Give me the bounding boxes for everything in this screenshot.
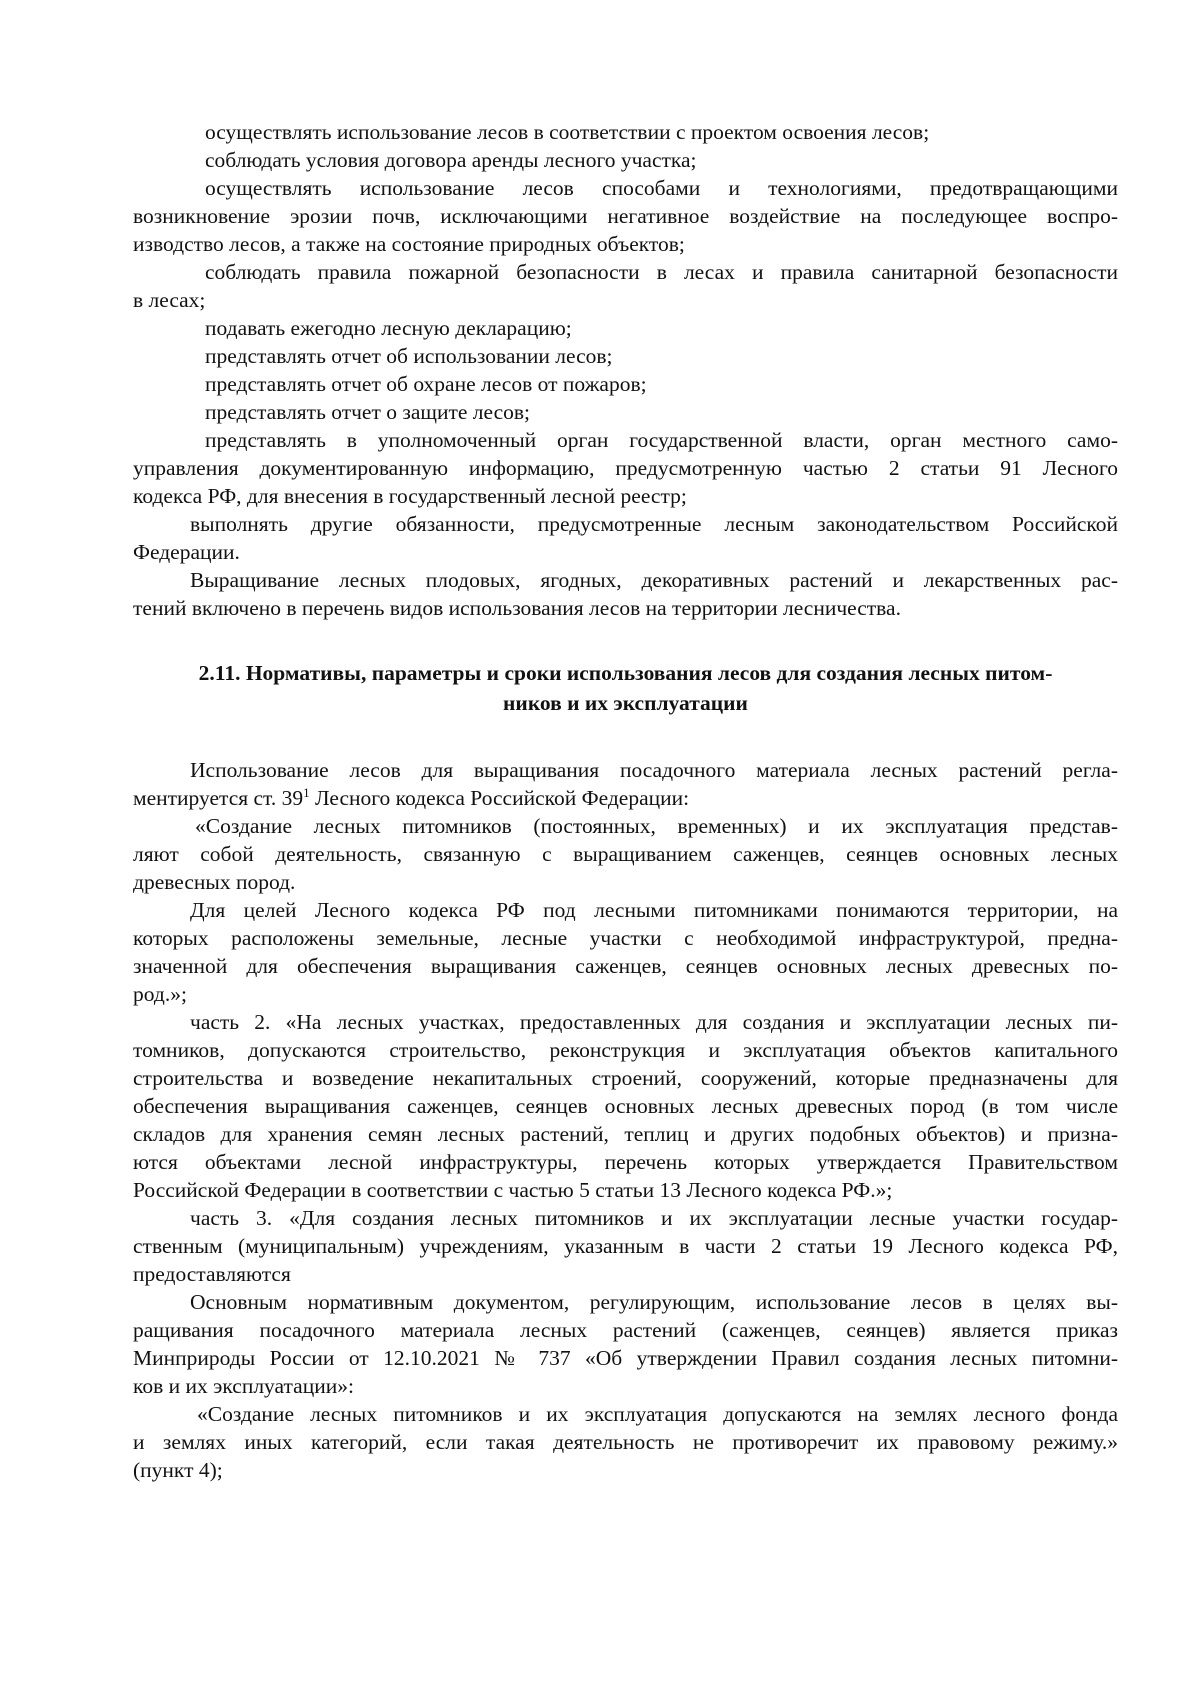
paragraph	[133, 1400, 1118, 1484]
paragraph-line: которых расположены земельные, лесные участки с необходимой инфраструктурой, предна-	[133, 926, 1118, 950]
paragraph-line: древесных пород.	[133, 870, 296, 894]
paragraph-line: выполнять другие обязанности, предусмотренные лесным законодательством Российской	[190, 512, 1118, 536]
paragraph	[133, 118, 1118, 146]
paragraph-line: ляют собой деятельность, связанную с выращиванием саженцев, сеянцев основных лесных	[133, 842, 1118, 866]
paragraph	[133, 756, 1118, 812]
paragraph-line: соблюдать условия договора аренды лесного участка;	[205, 148, 697, 172]
paragraph-line: возникновение эрозии почв, исключающими негативное воздействие на последующее воспро-	[133, 204, 1118, 228]
paragraph-line: Минприроды России от 12.10.2021 № 737 «Об утверждении Правил создания лесных питомни-	[133, 1346, 1118, 1370]
paragraph-line: обеспечения выращивания саженцев, сеянцев основных лесных древесных пород (в том числе	[133, 1094, 1118, 1118]
paragraph	[133, 510, 1118, 566]
paragraph	[133, 812, 1118, 896]
paragraph-line: Для целей Лесного кодекса РФ под лесными питомниками понимаются территории, на	[190, 898, 1118, 922]
paragraph-line: представлять отчет об использовании лесов;	[205, 344, 613, 368]
paragraph-line: тений включено в перечень видов использования лесов на территории лесничества.	[133, 596, 901, 620]
section-heading-line-1: 2.11. Нормативы, параметры и сроки использования лесов для создания лесных питом-	[198, 661, 1053, 685]
paragraph	[133, 314, 1118, 342]
paragraph	[133, 370, 1118, 398]
paragraph-line: осуществлять использование лесов способами и технологиями, предотвращающими	[205, 176, 1118, 200]
section-heading	[133, 658, 1118, 718]
paragraph	[133, 258, 1118, 314]
paragraph	[133, 342, 1118, 370]
paragraph	[133, 398, 1118, 426]
paragraph-line: часть 2. «На лесных участках, предоставленных для создания и эксплуатации лесных пи-	[190, 1010, 1118, 1034]
document-page	[133, 118, 1118, 1484]
paragraph	[133, 146, 1118, 174]
paragraph-line: ются объектами лесной инфраструктуры, перечень которых утверждается Правительством	[133, 1150, 1118, 1174]
paragraph-line: значенной для обеспечения выращивания саженцев, сеянцев основных лесных древесных по-	[133, 954, 1118, 978]
paragraph	[133, 566, 1118, 622]
paragraph	[133, 1288, 1118, 1400]
paragraph-line	[133, 784, 1118, 812]
section-heading-line-2: ников и их эксплуатации	[503, 691, 748, 715]
paragraph-line: род.»;	[133, 982, 187, 1006]
paragraph-line: «Создание лесных питомников и их эксплуатация допускаются на землях лесного фонда	[197, 1402, 1118, 1426]
paragraph-line: часть 3. «Для создания лесных питомников и их эксплуатации лесные участки государ-	[190, 1206, 1118, 1230]
paragraph-line: предоставляются	[133, 1262, 291, 1286]
paragraph-line: представлять отчет об охране лесов от пожаров;	[205, 372, 647, 396]
paragraph-line: кодекса РФ, для внесения в государственный лесной реестр;	[133, 484, 687, 508]
paragraph-line: (пункт 4);	[133, 1458, 223, 1482]
paragraph-line: ков и их эксплуатации»:	[133, 1374, 354, 1398]
paragraph-line: осуществлять использование лесов в соответствии с проектом освоения лесов;	[205, 120, 930, 144]
body-section	[133, 756, 1118, 1484]
paragraph-line: соблюдать правила пожарной безопасности в лесах и правила санитарной безопасности	[205, 260, 1118, 284]
paragraph-line: управления документированную информацию, предусмотренную частью 2 статьи 91 Лесного	[133, 456, 1118, 480]
paragraph-line: Федерации.	[133, 540, 240, 564]
paragraph-line: ственным (муниципальным) учреждениям, указанным в части 2 статьи 19 Лесного кодекса РФ,	[133, 1234, 1118, 1258]
paragraph-line: Основным нормативным документом, регулирующим, использование лесов в целях вы-	[190, 1290, 1118, 1314]
paragraph	[133, 426, 1118, 510]
paragraph	[133, 174, 1118, 258]
paragraph-line: изводство лесов, а также на состояние природных объектов;	[133, 232, 685, 256]
paragraph-line: Использование лесов для выращивания посадочного материала лесных растений регла-	[190, 758, 1118, 782]
paragraph-line: «Создание лесных питомников (постоянных, временных) и их эксплуатация представ-	[195, 814, 1118, 838]
intro-section	[133, 118, 1118, 622]
paragraph-line: Выращивание лесных плодовых, ягодных, декоративных растений и лекарственных рас-	[190, 568, 1118, 592]
paragraph	[133, 1008, 1118, 1204]
paragraph-line: томников, допускаются строительство, реконструкция и эксплуатация объектов капитального	[133, 1038, 1118, 1062]
paragraph-line: ращивания посадочного материала лесных растений (саженцев, сеянцев) является приказ	[133, 1318, 1118, 1342]
paragraph-line: и землях иных категорий, если такая деятельность не противоречит их правовому режиму.»	[133, 1430, 1118, 1454]
paragraph	[133, 1204, 1118, 1288]
text-run: ментируется ст. 39	[133, 786, 304, 810]
text-run: Лесного кодекса Российской Федерации:	[309, 786, 690, 810]
paragraph-line: складов для хранения семян лесных растений, теплиц и других подобных объектов) и призна-	[133, 1122, 1118, 1146]
paragraph-line: Российской Федерации в соответствии с частью 5 статьи 13 Лесного кодекса РФ.»;	[133, 1178, 893, 1202]
paragraph-line: представлять в уполномоченный орган государственной власти, орган местного само-	[205, 428, 1118, 452]
body-items	[133, 812, 1118, 1484]
paragraph-line: подавать ежегодно лесную декларацию;	[205, 316, 572, 340]
paragraph-line: в лесах;	[133, 288, 206, 312]
paragraph-line: представлять отчет о защите лесов;	[205, 400, 531, 424]
superscript: 1	[303, 784, 310, 800]
paragraph	[133, 896, 1118, 1008]
paragraph-line: строительства и возведение некапитальных строений, сооружений, которые предназначены для	[133, 1066, 1118, 1090]
